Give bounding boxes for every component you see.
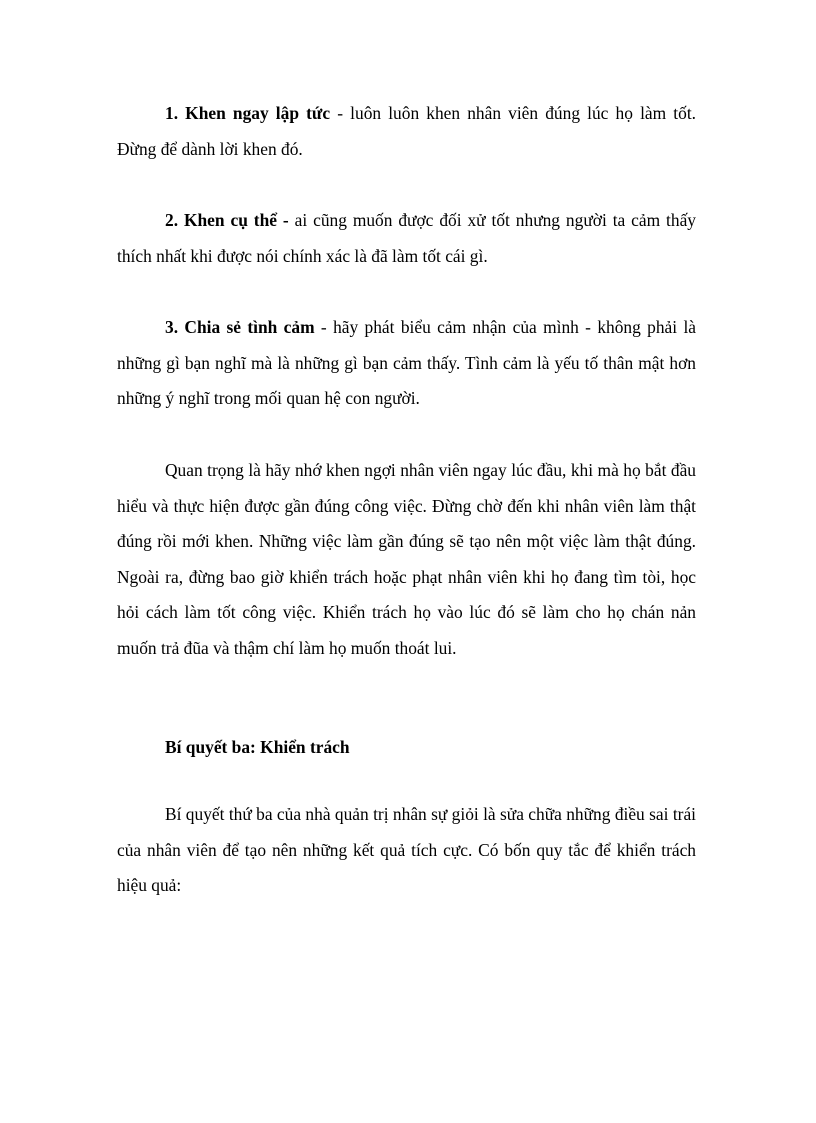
section-heading: Bí quyết ba: Khiển trách	[165, 737, 350, 757]
praise-rule-1-text: - luôn luôn khen nhân viên đúng lúc họ làm tốt. Đừng để dành lời khen đó.	[117, 103, 696, 159]
praise-rule-1	[117, 96, 696, 167]
praise-rule-3-lead: 3. Chia sẻ tình cảm	[165, 317, 315, 337]
praise-rule-3	[117, 310, 696, 417]
praise-rule-2	[117, 203, 696, 274]
praise-rule-1-lead: 1. Khen ngay lập tức	[165, 103, 331, 123]
praise-timing-paragraph: Quan trọng là hãy nhớ khen ngợi nhân viên ngay lúc đầu, khi mà họ bắt đầu hiểu và thực hiện được gần đúng công việc. Đừng chờ đến khi nhân viên làm thật đúng rồi mới khen. Những việc làm gần đúng sẽ tạo nên một việc làm thật đúng. Ngoài ra, đừng bao giờ khiển trách hoặc phạt nhân viên khi họ đang tìm tòi, học hỏi cách làm tốt công việc. Khiển trách họ vào lúc đó sẽ làm cho họ chán nản muốn trả đũa và thậm chí làm họ muốn thoát lui.	[117, 460, 696, 658]
reprimand-intro-paragraph: Bí quyết thứ ba của nhà quản trị nhân sự giỏi là sửa chữa những điều sai trái của nhân viên để tạo nên những kết quả tích cực. Có bốn quy tắc để khiển trách hiệu quả:	[117, 804, 696, 895]
praise-rule-3-text: - hãy phát biểu cảm nhận của mình - không phải là những gì bạn nghĩ mà là những gì bạn cảm thấy. Tình cảm là yếu tố thân mật hơn những ý nghĩ trong mối quan hệ con người.	[117, 317, 697, 408]
praise-rule-2-text: ai cũng muốn được đối xử tốt nhưng người ta cảm thấy thích nhất khi được nói chính xác là đã làm tốt cái gì.	[117, 210, 697, 266]
praise-rule-2-lead: 2. Khen cụ thể -	[165, 210, 289, 230]
